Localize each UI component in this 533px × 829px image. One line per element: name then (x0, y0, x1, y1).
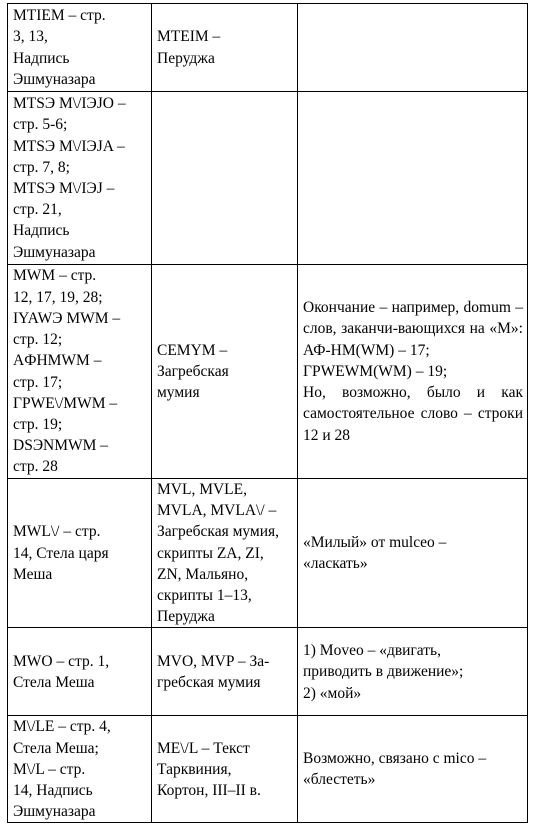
table-cell: MWM – стр. 12, 17, 19, 28; IYAWЭ MWM – стр. 12; AФHMWM – стр. 17; ГPWE\/MWM – стр. 19; DSЭNMWM – стр. 28 (8, 265, 152, 479)
table-cell: M\/LE – стр. 4, Стела Меша; M\/L – стр. 14, Надпись Эшмуназара (8, 716, 152, 823)
table-cell (152, 92, 298, 265)
table-cell: MVO, MVP – За- гребская мумия (152, 628, 298, 716)
table-row (8, 479, 528, 628)
table-cell: ME\/L – Текст Тарквиния, Кортон, III–II в. (152, 716, 298, 823)
table-cell: MTIEM – стр. 3, 13, Надпись Эшмуназара (8, 4, 152, 92)
table-cell: CEMYM – Загребская мумия (152, 265, 298, 479)
table-row (8, 4, 528, 92)
table-cell: «Милый» от mulceo – «ласкать» (298, 479, 528, 628)
table-cell: MTEIM – Перуджа (152, 4, 298, 92)
table-row (8, 265, 528, 479)
table-cell: MTSЭ M\/IЭJO – стр. 5-6; MTSЭ M\/IЭJA – стр. 7, 8; MTSЭ M\/IЭJ – стр. 21, Надпись Эшмуназара (8, 92, 152, 265)
table-row (8, 92, 528, 265)
table-cell: Окончание – например, domum – слов, заканчи-вающихся на «М»: АФ-HM(WM) – 17; ГPWEWM(WM) – 19; Но, возможно, было и как самостоятельное слово – строки 12 и 28 (298, 265, 528, 479)
glossary-table (7, 3, 528, 823)
table-cell: MVL, MVLE, MVLA, MVLA\/ – Загребская мумия, скрипты ZA, ZI, ZN, Мальяно, скрипты 1–13, Перуджа (152, 479, 298, 628)
table-row (8, 716, 528, 823)
table-cell: MWO – стр. 1, Стела Меша (8, 628, 152, 716)
table-cell (298, 92, 528, 265)
table-cell: Возможно, связано с mico – «блестеть» (298, 716, 528, 823)
table-cell: MWL\/ – стр. 14, Стела царя Меша (8, 479, 152, 628)
table-cell: 1) Moveo – «двигать, приводить в движение»; 2) «мой» (298, 628, 528, 716)
table-cell (298, 4, 528, 92)
table-row (8, 628, 528, 716)
